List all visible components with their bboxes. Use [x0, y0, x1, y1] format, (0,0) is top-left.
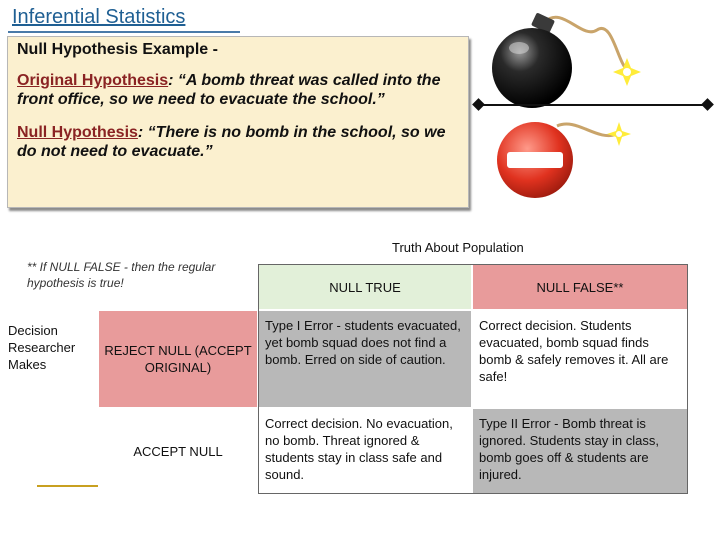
bomb-icon: [487, 0, 652, 112]
col-header-null-false: NULL FALSE**: [472, 264, 688, 310]
cell-correct-decision-reject: Correct decision. Students evacuated, bomb squad finds bomb & safely removes it. All are safe!: [472, 310, 688, 408]
decorative-line: [37, 485, 99, 487]
original-hypothesis-label: Original Hypothesis: [17, 72, 169, 89]
col-header-null-true: NULL TRUE: [258, 264, 472, 310]
decision-label: Decision Researcher Makes: [8, 323, 76, 372]
connector-diamond-left: [472, 98, 485, 111]
cell-type-i-error: Type I Error - students evacuated, yet bomb squad does not find a bomb. Erred on side of caution.: [258, 310, 472, 408]
truth-header: Truth About Population: [392, 240, 524, 255]
null-hypothesis-text: : “There is no bomb in the school, so we do not need to evacuate.”: [17, 124, 446, 160]
title-underline: [8, 31, 240, 33]
row-label-reject-null: REJECT NULL (ACCEPT ORIGINAL): [98, 310, 258, 408]
no-bomb-icon: [487, 112, 652, 208]
null-false-note: ** If NULL FALSE - then the regular hypothesis is true!: [27, 260, 216, 290]
hypothesis-example-box: [7, 36, 469, 208]
page-title: Inferential Statistics: [12, 6, 186, 28]
original-hypothesis-text: : “A bomb threat was called into the front office, so we need to evacuate the school.”: [17, 72, 441, 108]
cell-correct-decision-accept: Correct decision. No evacuation, no bomb. Threat ignored & students stay in class safe and sound.: [258, 408, 472, 494]
original-hypothesis: [17, 71, 467, 109]
example-heading: Null Hypothesis Example -: [17, 41, 218, 58]
cell-type-ii-error: Type II Error - Bomb threat is ignored. Students stay in class, bomb goes off & students are injured.: [472, 408, 688, 494]
connector-line: [478, 104, 708, 106]
null-hypothesis-label: Null Hypothesis: [17, 124, 138, 141]
row-label-accept-null: ACCEPT NULL: [98, 408, 258, 494]
connector-diamond-right: [701, 98, 714, 111]
null-hypothesis: [17, 123, 467, 161]
